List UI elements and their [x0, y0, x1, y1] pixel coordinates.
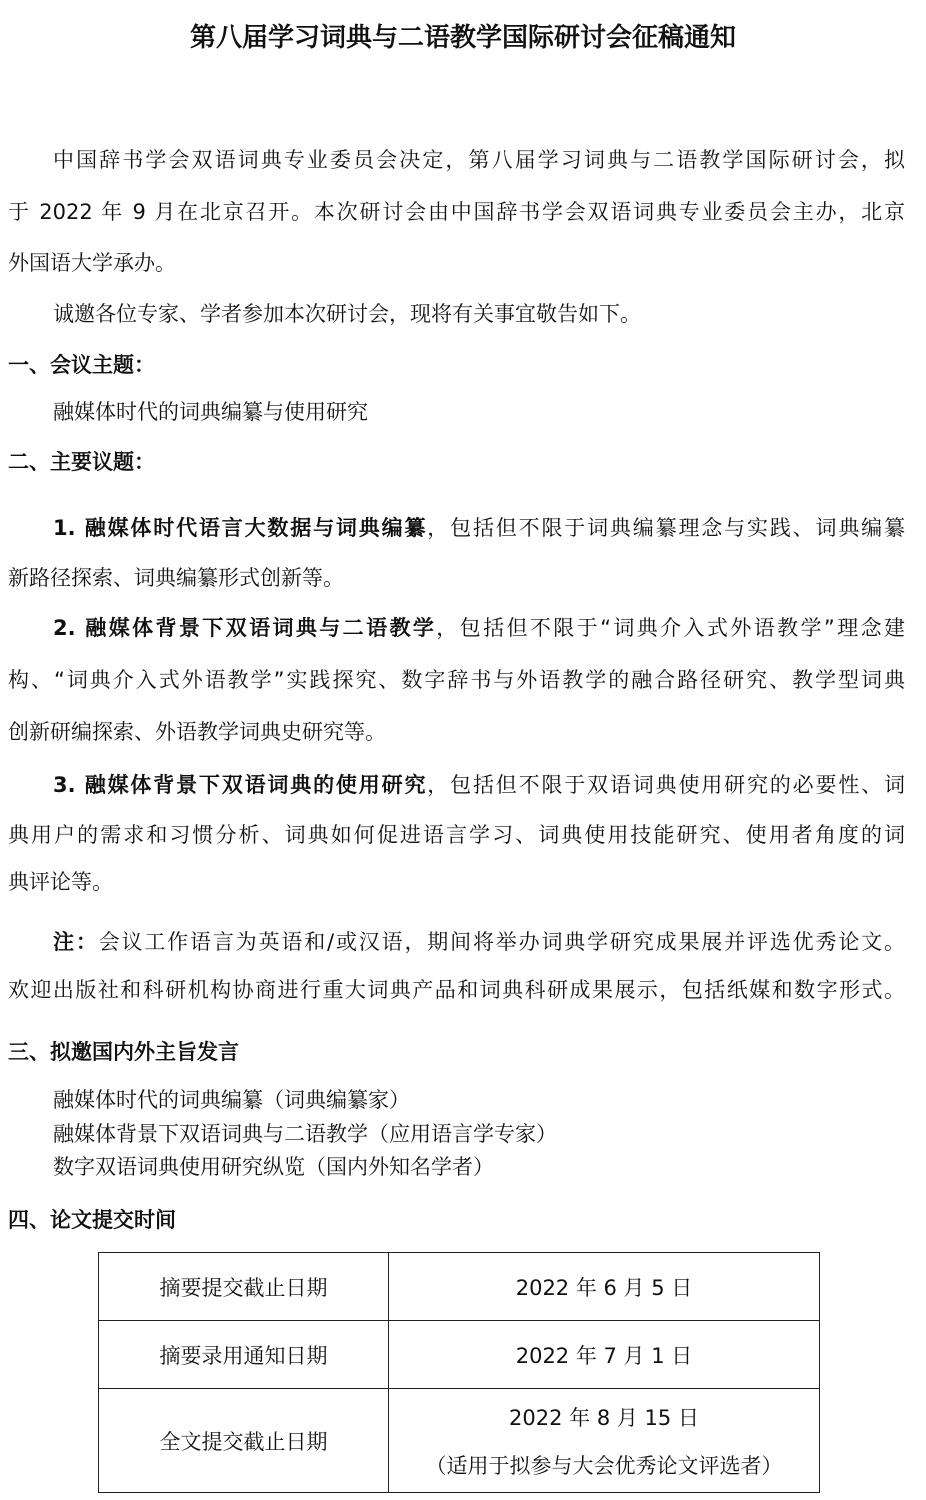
topic-title: 3. 融媒体背景下双语词典的使用研究 [53, 773, 428, 797]
topic-item-1 [53, 513, 905, 543]
speaker-item: 融媒体背景下双语词典与二语教学（应用语言学专家） [53, 1122, 557, 1146]
deadline-date: 2022 年 6 月 5 日 [389, 1253, 820, 1321]
note-line: 欢迎出版社和科研机构协商进行重大词典产品和词典科研成果展示，包括纸媒和数字形式。 [8, 978, 905, 1002]
note-label: 注： [53, 930, 99, 954]
table-row [99, 1321, 820, 1389]
topic-title: 2. 融媒体背景下双语词典与二语教学 [53, 616, 437, 640]
section-heading-topics: 二、主要议题： [8, 450, 155, 474]
deadline-table [98, 1252, 820, 1493]
topic-text: ，包括但不限于“词典介入式外语教学”理念建 [436, 616, 905, 640]
deadline-label: 全文提交截止日期 [99, 1389, 389, 1493]
deadline-date: 2022 年 8 月 15 日 [509, 1405, 699, 1430]
note [53, 927, 905, 957]
table-row [99, 1253, 820, 1321]
topic-item-3 [53, 770, 905, 800]
topic-text: ，包括但不限于词典编纂理念与实践、词典编纂 [427, 516, 905, 540]
deadline-label: 摘要录用通知日期 [99, 1321, 389, 1389]
intro-line: 外国语大学承办。 [8, 251, 176, 275]
intro-line: 中国辞书学会双语词典专业委员会决定，第八届学习词典与二语教学国际研讨会，拟 [53, 148, 905, 172]
note-text: 会议工作语言为英语和/或汉语，期间将举办词典学研究成果展并评选优秀论文。 [98, 930, 905, 954]
section-heading-deadlines: 四、论文提交时间 [8, 1208, 176, 1232]
speaker-item: 融媒体时代的词典编纂（词典编纂家） [53, 1088, 410, 1112]
intro-line: 于 2022 年 9 月在北京召开。本次研讨会由中国辞书学会双语词典专业委员会主办，北京 [8, 200, 905, 224]
section-heading-speakers: 三、拟邀国内外主旨发言 [8, 1040, 239, 1064]
topic-line: 典评论等。 [8, 870, 113, 894]
deadline-cell [389, 1389, 820, 1493]
deadline-note: （适用于拟参与大会优秀论文评选者） [425, 1453, 783, 1478]
page-title: 第八届学习词典与二语教学国际研讨会征稿通知 [189, 23, 736, 53]
topic-item-2 [53, 613, 905, 643]
topic-line: 新路径探索、词典编纂形式创新等。 [8, 566, 344, 590]
deadline-date: 2022 年 7 月 1 日 [389, 1321, 820, 1389]
topic-title: 1. 融媒体时代语言大数据与词典编纂 [53, 516, 428, 540]
speaker-item: 数字双语词典使用研究纵览（国内外知名学者） [53, 1155, 494, 1179]
deadline-label: 摘要提交截止日期 [99, 1253, 389, 1321]
section-heading-theme: 一、会议主题： [8, 353, 155, 377]
table-row [99, 1389, 820, 1493]
theme-text: 融媒体时代的词典编纂与使用研究 [53, 400, 368, 424]
topic-text: ，包括但不限于双语词典使用研究的必要性、词 [427, 773, 905, 797]
intro-invite: 诚邀各位专家、学者参加本次研讨会，现将有关事宜敬告如下。 [53, 302, 641, 326]
topic-line: 典用户的需求和习惯分析、词典如何促进语言学习、词典使用技能研究、使用者角度的词 [8, 823, 905, 847]
topic-line: 创新研编探索、外语教学词典史研究等。 [8, 720, 386, 744]
topic-line: 构、“词典介入式外语教学”实践探究、数字辞书与外语教学的融合路径研究、教学型词典 [8, 668, 905, 692]
